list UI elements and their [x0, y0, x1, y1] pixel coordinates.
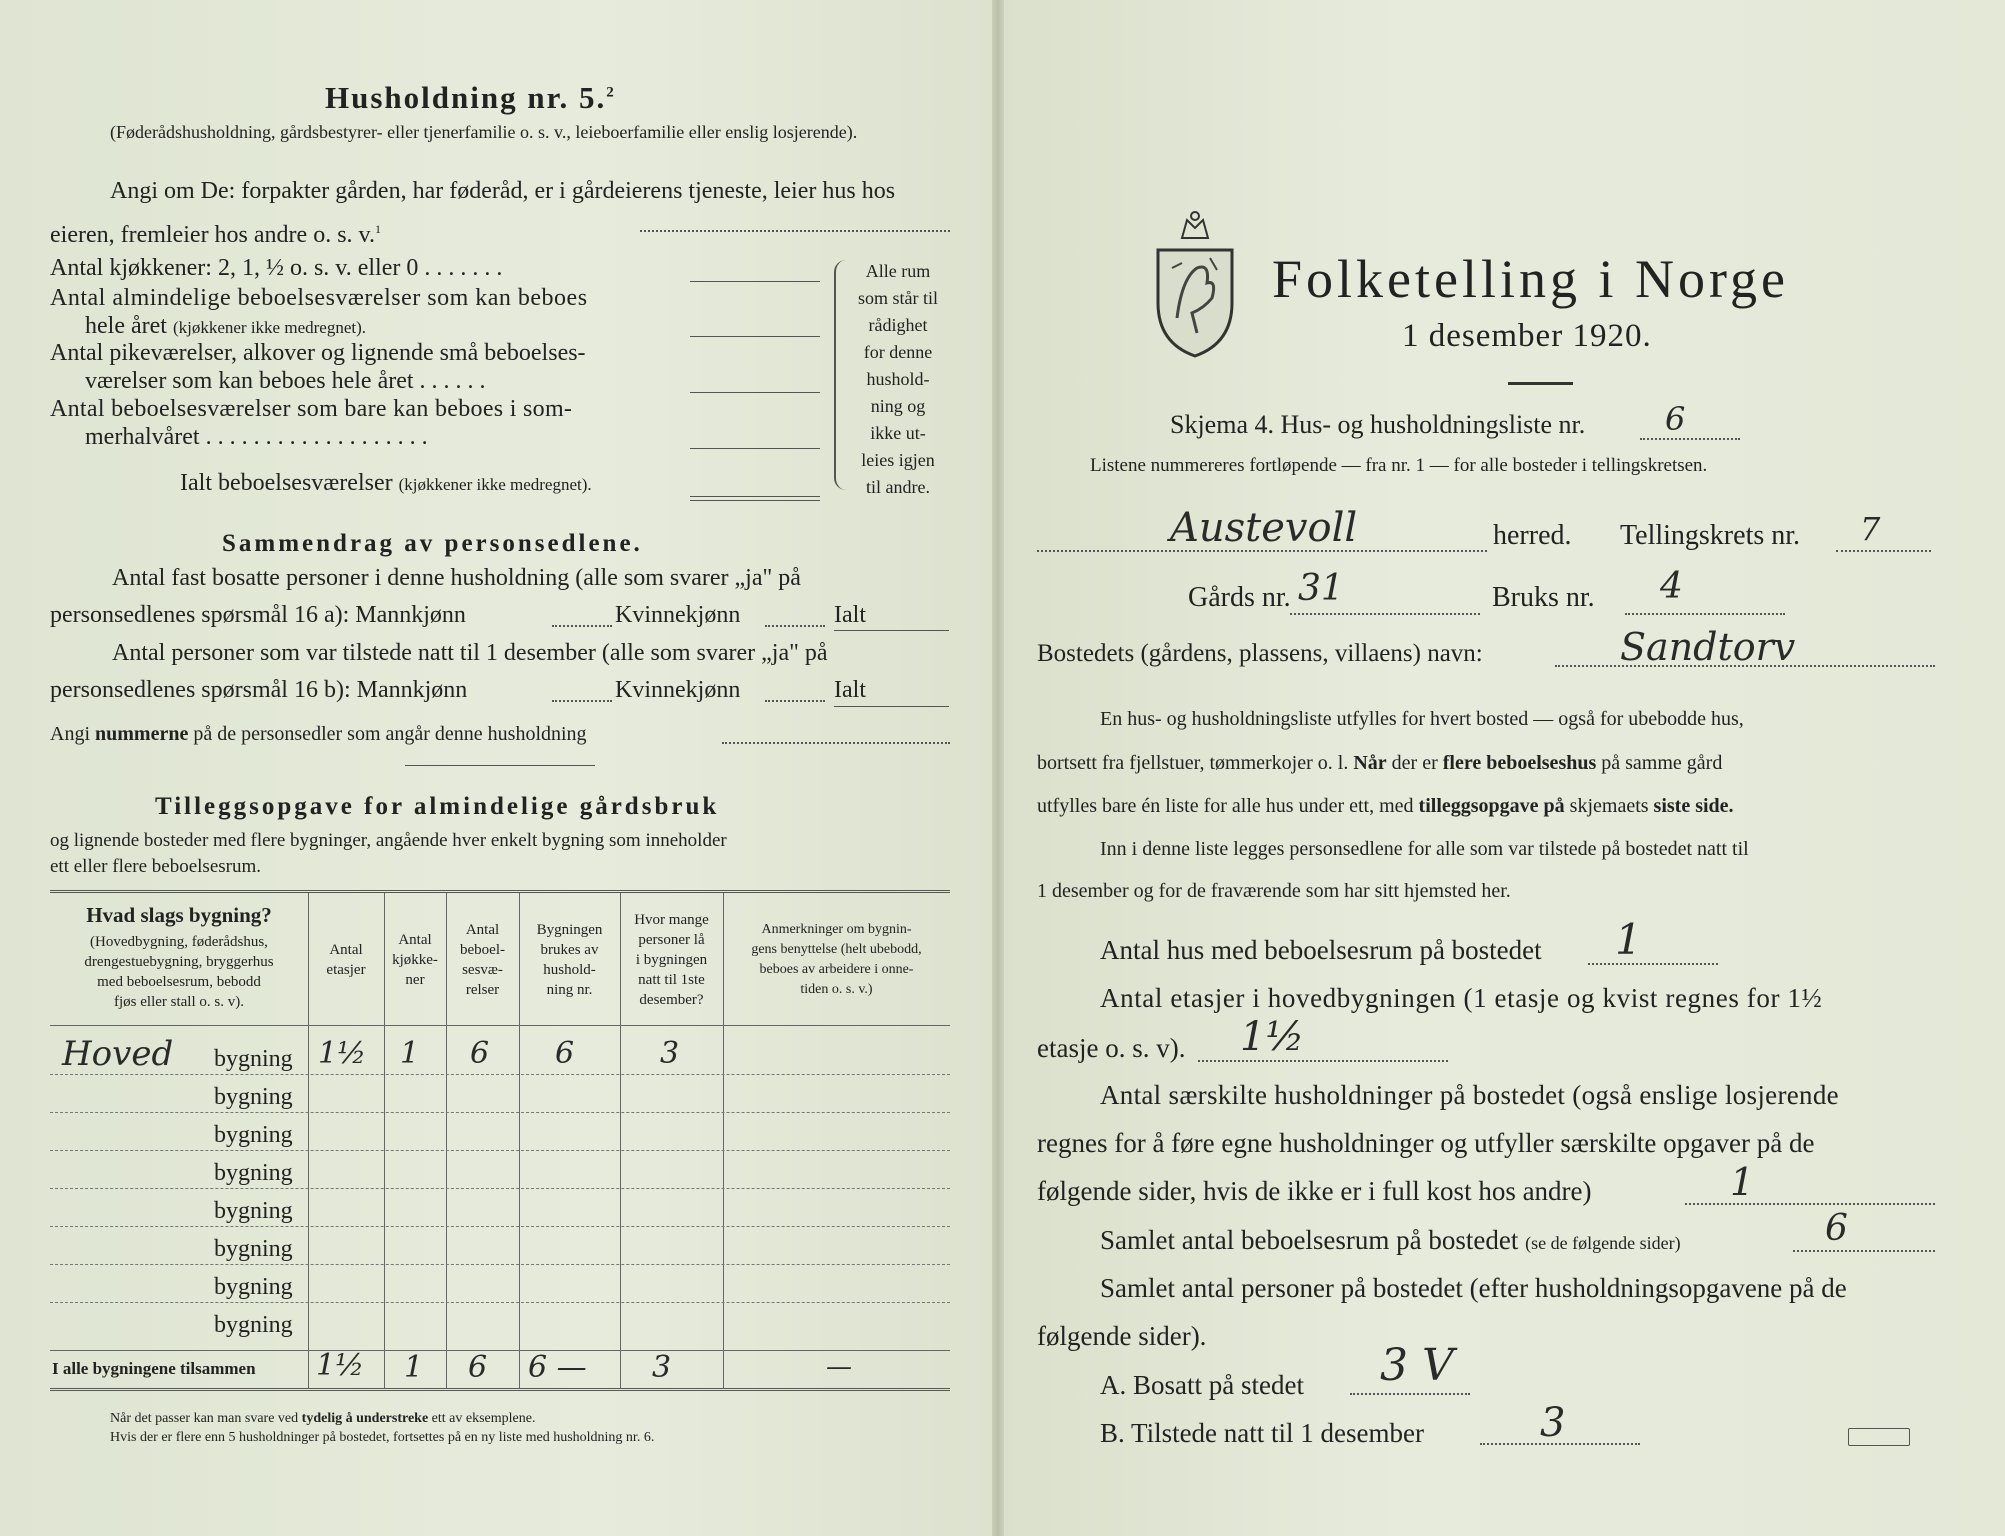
table-bottom-border: [50, 1388, 950, 1391]
row1-suffix: bygning: [214, 1046, 293, 1072]
row7-line: [50, 1302, 950, 1303]
row3-line: [50, 1150, 950, 1151]
krets-line: [1836, 550, 1931, 552]
tillegg-sub-1: og lignende bosteder med flere bygninger, angående hver enkelt bygning som inneholder: [50, 830, 727, 851]
intro-line: [640, 230, 950, 232]
krets-label: Tellingskrets nr.: [1620, 520, 1801, 551]
ialt-vaerelser-line-2: [690, 500, 820, 501]
total-personer: 3: [652, 1350, 672, 1385]
pike-label-2: værelser som kan beboes hele året . . . . . .: [85, 368, 486, 394]
etasjer-label-1: Antal etasjer i hovedbygningen (1 etasje og kvist regnes for 1½: [1100, 983, 1823, 1013]
col-bygning-sub: (Hovedbygning, føderådshus, drengestuebygning, bryggerhus med beboelsesrum, bebodd fjøs eller stall o. s. v).: [84, 934, 274, 1010]
footnote-1: Når det passer kan man svare ved tydelig å understreke ett av eksemplene.: [110, 1411, 536, 1426]
row1-vaerelser: 6: [470, 1036, 490, 1071]
row4-line: [50, 1188, 950, 1189]
section-divider: [405, 765, 595, 766]
tilstede-mann-line: [552, 700, 612, 702]
samlet-rum-label: Samlet antal beboelsesrum på bostedet (se de følgende sider): [1100, 1225, 1681, 1255]
bosted-label: Bostedets (gårdens, plassens, villaens) navn:: [1037, 640, 1483, 667]
nummereres-note: Listene nummereres fortløpende — fra nr. 1 — for alle bosteder i tellingskretsen.: [1090, 455, 1708, 476]
row6-suffix: bygning: [214, 1236, 293, 1262]
fast-ialt-line: [834, 630, 949, 631]
gards-line: [1290, 613, 1480, 615]
samlet-pers-2: følgende sider).: [1037, 1321, 1207, 1351]
total-anmerkninger: —: [826, 1352, 852, 1382]
tillegg-title: Tilleggsopgave for almindelige gårdsbruk: [155, 793, 720, 820]
footnote-2: Hvis der er flere enn 5 husholdninger på bostedet, fortsettes på en ny liste med husholdning nr. 6.: [110, 1430, 655, 1445]
intro-text: Angi om De: forpakter gården, har føderåd, er i gårdeierens tjeneste, leier hus hos eieren, fremleier hos andre o. s. v.$^1$: [50, 178, 896, 248]
kjokkener-line: [690, 281, 820, 282]
bosted-line: [1555, 665, 1935, 667]
table-total-border: [50, 1350, 950, 1351]
col-husholdning-head: Bygningen brukes av hushold- ning nr.: [536, 922, 603, 998]
tilstede-kvinne-label: Kvinnekjønn: [615, 677, 741, 703]
row5-suffix: bygning: [214, 1198, 293, 1224]
bruks-label: Bruks nr.: [1492, 582, 1595, 613]
row1-line: [50, 1074, 950, 1075]
skjema-label: Skjema 4. Hus- og husholdningsliste nr.: [1170, 410, 1586, 439]
herred-label: herred.: [1493, 520, 1572, 551]
para2-line2: 1 desember og for de fraværende som har sitt hjemsted her.: [1037, 880, 1511, 902]
row1-personer: 3: [660, 1036, 680, 1071]
sommer-label-2: merhalvåret . . . . . . . . . . . . . . . . . . .: [85, 424, 428, 450]
antal-hus-line: [1588, 963, 1718, 965]
bosted-value: Sandtorv: [1620, 625, 1796, 669]
total-husholdning: 6 —: [528, 1350, 587, 1385]
col-etasjer-head: Antal etasjer: [326, 942, 366, 978]
antal-hus-label: Antal hus med beboelsesrum på bostedet: [1100, 935, 1542, 965]
row4-suffix: bygning: [214, 1160, 293, 1186]
bosatt-value: 3 V: [1380, 1340, 1454, 1391]
saerskilte-2: regnes for å føre egne husholdninger og utfyller særskilte opgaver på de: [1037, 1128, 1815, 1158]
para1-line3: utfylles bare én liste for alle hus under ett, med tilleggsopgave på skjemaets siste side.: [1037, 795, 1734, 817]
col-kjokkener-head: Antal kjøkke- ner: [392, 932, 438, 988]
angi-nummerne: Angi nummerne på de personsedler som angår denne husholdning: [50, 723, 587, 745]
almindelige-line: [690, 336, 820, 337]
tilstede-ialt-label: Ialt: [834, 677, 866, 703]
printer-stamp: [1848, 1428, 1910, 1446]
samlet-pers-1: Samlet antal personer på bostedet (efter husholdningsopgavene på de: [1100, 1273, 1847, 1303]
pike-line: [690, 392, 820, 393]
total-vaerelser: 6: [468, 1350, 488, 1385]
tilstede-kvinne-line: [765, 700, 825, 702]
row2-suffix: bygning: [214, 1084, 293, 1110]
saerskilte-1: Antal særskilte husholdninger på bostedet (også enslige losjerende: [1100, 1080, 1839, 1110]
para1-line2: bortsett fra fjellstuer, tømmerkojer o. l. Når der er flere beboelseshus på samme gård: [1037, 752, 1723, 774]
page-fold: [992, 0, 1004, 1536]
table-header-border: [50, 1025, 950, 1026]
saerskilte-line: [1685, 1203, 1935, 1205]
para2-line1: Inn i denne liste legges personsedlene for alle som var tilstede på bostedet natt til: [1100, 838, 1749, 860]
bosatt-line: [1350, 1393, 1470, 1395]
antal-hus-value: 1: [1615, 915, 1642, 964]
almindelige-label-2: hele året (kjøkkener ikke medregnet).: [85, 313, 366, 339]
pike-label: Antal pikeværelser, alkover og lignende små beboelses-: [50, 340, 586, 366]
norway-coat-of-arms-icon: [1152, 208, 1238, 358]
etasjer-line: [1198, 1060, 1448, 1062]
herred-value: Austevoll: [1170, 505, 1358, 551]
col-personer-head: Hvor mange personer lå i bygningen natt til 1ste desember?: [634, 912, 709, 1008]
tillegg-sub-2: ett eller flere beboelsesrum.: [50, 856, 262, 877]
household-subtitle: (Føderådshusholdning, gårdsbestyrer- eller tjenerfamilie o. s. v., leieboerfamilie eller enslig losjerende).: [110, 122, 858, 142]
krets-value: 7: [1860, 510, 1881, 548]
tilstede-1: Antal personer som var tilstede natt til 1 desember (alle som svarer „ja" på: [112, 640, 828, 666]
row1-kjokkener: 1: [400, 1036, 420, 1071]
saerskilte-value: 1: [1730, 1160, 1755, 1204]
sammendrag-title: Sammendrag av personsedlene.: [222, 530, 643, 557]
fast-kvinne-label: Kvinnekjønn: [615, 602, 741, 628]
side-note: Alle rum som står til rådighet for denne hushold- ning og ikke ut- leies igjen til andre.: [858, 261, 938, 497]
gards-value: 31: [1298, 568, 1344, 609]
tilstede-ialt-line: [834, 706, 949, 707]
bruks-line: [1625, 613, 1785, 615]
col-bygning-head: Hvad slags bygning?: [86, 903, 272, 927]
fast-ialt-label: Ialt: [834, 602, 866, 628]
bruks-value: 4: [1660, 566, 1683, 607]
bosatt-label: A. Bosatt på stedet: [1100, 1370, 1304, 1400]
gards-label: Gårds nr.: [1188, 582, 1291, 613]
row2-line: [50, 1112, 950, 1113]
sommer-line: [690, 448, 820, 449]
ialt-vaerelser-label: Ialt beboelsesværelser (kjøkkener ikke medregnet).: [180, 470, 592, 496]
title-divider: [1508, 382, 1573, 385]
angi-line: [722, 742, 950, 744]
fast-kvinne-line: [765, 625, 825, 627]
etasjer-label-2: etasje o. s. v).: [1037, 1033, 1186, 1063]
table-top-border: [50, 890, 950, 893]
col-vaerelser-head: Antal beboel- sesvæ- relser: [460, 922, 505, 998]
para1-line1: En hus- og husholdningsliste utfylles for hvert bosted — også for ubebodde hus,: [1100, 708, 1744, 730]
tilstede-natt-value: 3: [1540, 1400, 1566, 1446]
tilstede-2: personsedlenes spørsmål 16 b): Mannkjønn: [50, 677, 468, 703]
skjema-line: [1640, 438, 1740, 440]
census-date: 1 desember 1920.: [1402, 318, 1652, 354]
ialt-vaerelser-line: [690, 496, 820, 497]
row7-suffix: bygning: [214, 1274, 293, 1300]
herred-line: [1037, 550, 1487, 552]
row1-husholdning: 6: [555, 1036, 575, 1071]
samlet-rum-value: 6: [1825, 1208, 1848, 1249]
household-title: Husholdning nr. 5.$^2$: [325, 80, 616, 115]
fast-bosatte-1: Antal fast bosatte personer i denne husholdning (alle som svarer „ja" på: [112, 565, 801, 591]
tilstede-natt-line: [1480, 1443, 1640, 1445]
col-anmerkninger-head: Anmerkninger om bygnin- gens benyttelse (helt ubebodd, beboes av arbeidere i onne- tiden o. s. v.): [751, 922, 922, 997]
total-kjokkener: 1: [404, 1350, 424, 1385]
saerskilte-3: følgende sider, hvis de ikke er i full kost hos andre): [1037, 1176, 1592, 1206]
sommer-label: Antal beboelsesværelser som bare kan beboes i som-: [50, 396, 573, 422]
row1-etasjer: 1½: [318, 1036, 367, 1071]
tilstede-natt-label: B. Tilstede natt til 1 desember: [1100, 1418, 1424, 1448]
row1-type: Hoved: [62, 1034, 174, 1074]
fast-bosatte-2: personsedlenes spørsmål 16 a): Mannkjønn: [50, 602, 466, 628]
row8-suffix: bygning: [214, 1312, 293, 1338]
fast-mann-line: [552, 625, 612, 627]
samlet-rum-line: [1793, 1250, 1935, 1252]
row6-line: [50, 1264, 950, 1265]
total-etasjer: 1½: [316, 1348, 365, 1383]
row5-line: [50, 1226, 950, 1227]
total-label: I alle bygningene tilsammen: [52, 1359, 256, 1378]
kjokkener-label: Antal kjøkkener: 2, 1, ½ o. s. v. eller 0 . . . . . . .: [50, 255, 503, 281]
census-title: Folketelling i Norge: [1272, 249, 1789, 309]
skjema-value: 6: [1665, 400, 1686, 438]
almindelige-label: Antal almindelige beboelsesværelser som kan beboes: [50, 285, 588, 311]
row3-suffix: bygning: [214, 1122, 293, 1148]
etasjer-value: 1½: [1240, 1014, 1305, 1060]
